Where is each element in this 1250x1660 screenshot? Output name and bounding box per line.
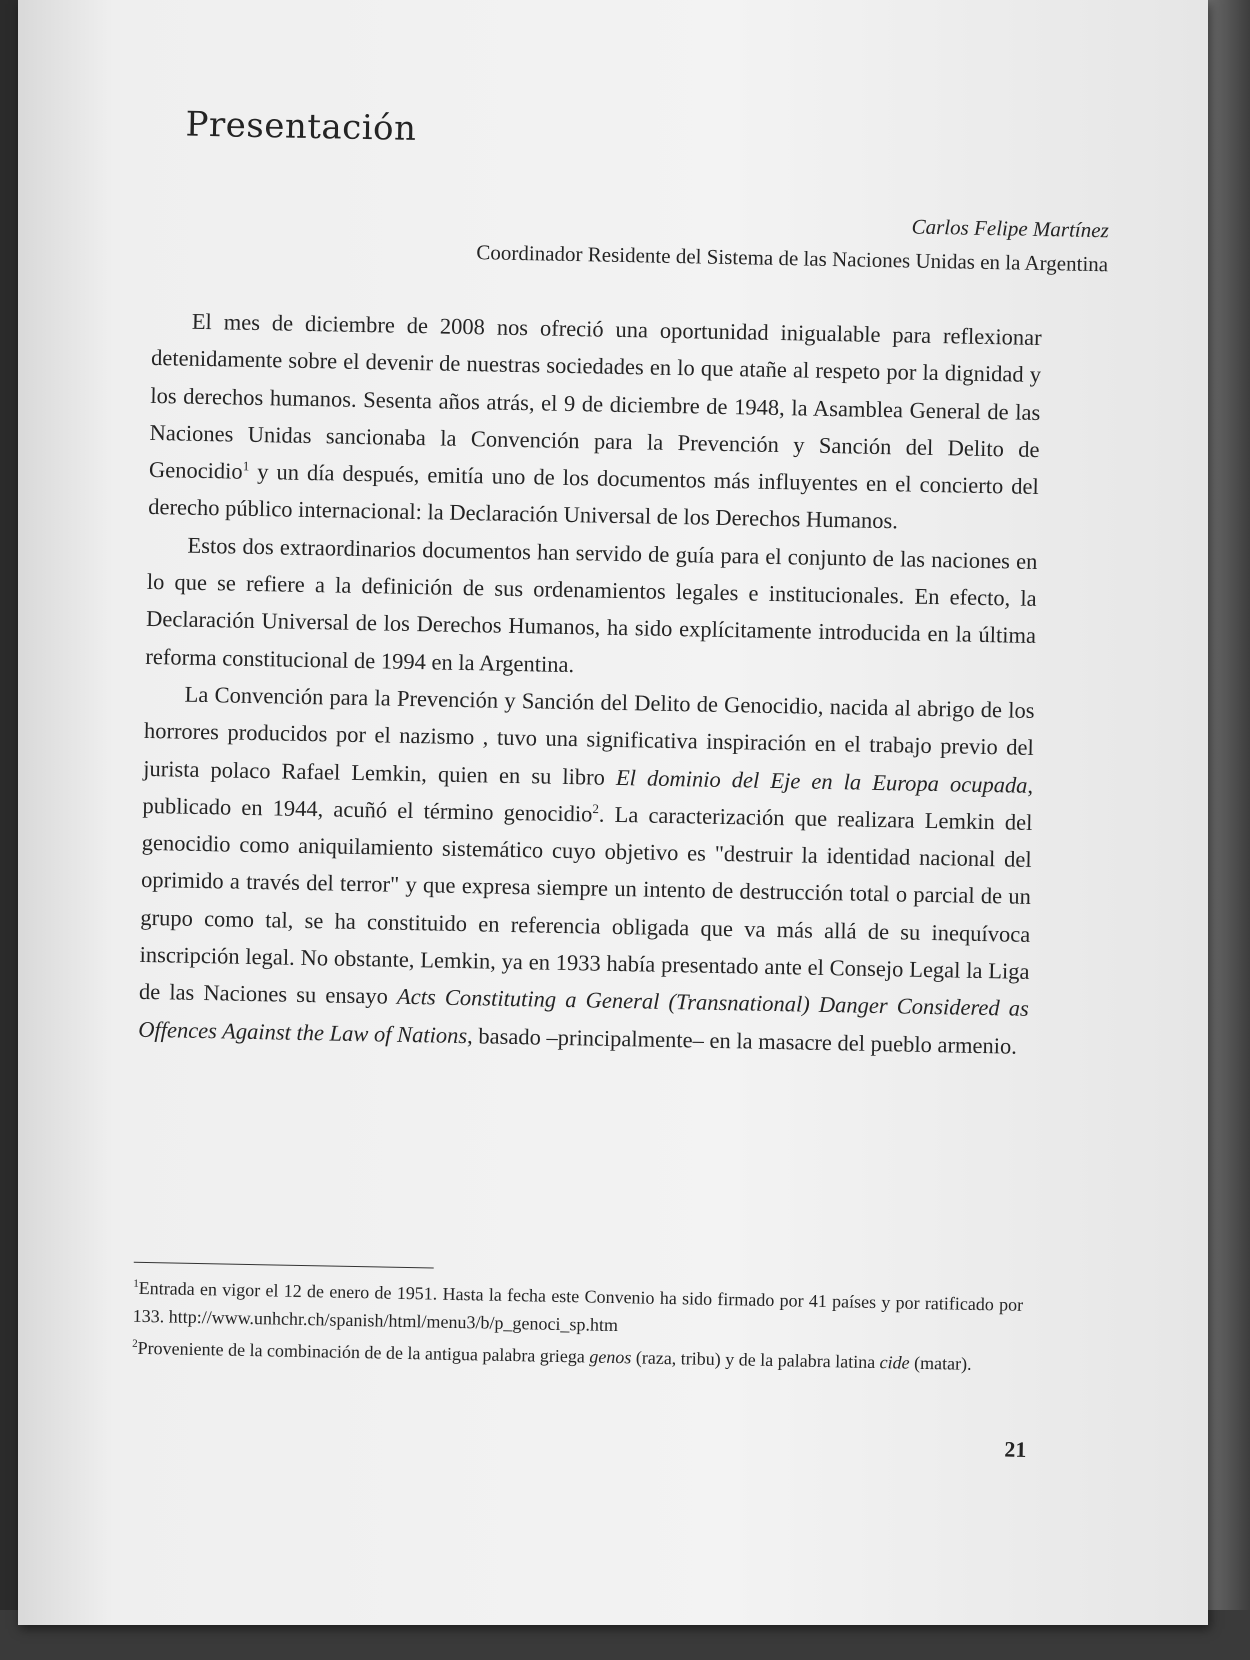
footnote-divider [134,1262,434,1269]
paragraph: La Convención para la Prevención y Sanción del Delito de Genocidio, nacida al abrigo de los horrores producidos por el nazismo , tuvo una significativa inspiración en el trabajo previo del jurista polaco Rafael Lemkin, quien en su libro El dominio del Eje en la Europa ocupada, publicado en 1944, acuñó el término genocidio$^2$. La caracterización que realizara Lemkin del genocidio como aniquilamiento sistemático cuyo objetivo es "destruir la identidad nacional del oprimido a través del terror" y que expresa siempre un intento de destrucción total o parcial de un grupo como tal, se ha constituido en referencia obligada que va más allá de su inequívoca inscripción legal. No obstante, Lemkin, ya en 1933 había presentado ante el Consejo Legal la Liga de las Naciones su ensayo Acts Constituting a General (Transnational) Danger Considered as Offences Against the Law of Nations, basado –principalmente– en la masacre del pueblo armenio. [138,681,1035,1059]
author-role: Coordinador Residente del Sistema de las Naciones Unidas en la Argentina [476,240,1109,277]
footnote: $^2$Proveniente de la combinación de de la antigua palabra griega genos (raza, tribu) y de la palabra latina cide (matar). [132,1337,972,1374]
book-page [18,0,1208,1625]
author-name: Carlos Felipe Martínez [911,214,1109,243]
footnotes [132,1270,1024,1379]
page-content [127,0,1113,1643]
paragraph: Estos dos extraordinarios documentos han servido de guía para el conjunto de las naciones en lo que se refiere a la definición de sus ordenamientos legales e institucionales. En efecto, la Declaración Universal de los Derechos Humanos, ha sido explícitamente introducida en la última reforma constitucional de 1994 en la Argentina. [145,532,1038,677]
footnote-reference[interactable]: 1 [242,458,250,474]
footnote: $^1$Entrada en vigor el 12 de enero de 1951. Hasta la fecha este Convenio ha sido firmado por 41 países y por ratificado por 133. http://www.unhchr.ch/spanish/html/menu3/b/p_genoci_sp.htm [132,1277,1024,1336]
body-text [138,302,1042,1065]
paragraph: El mes de diciembre de 2008 nos ofreció una oportunidad inigualable para reflexionar detenidamente sobre el devenir de nuestras sociedades en lo que atañe al respeto por la dignidad y los derechos humanos. Sesenta años atrás, el 9 de diciembre de 1948, la Asamblea General de las Naciones Unidas sancionaba la Convención para la Prevención y Sanción del Delito de Genocidio$^1$ y un día después, emitía uno de los documentos más influyentes en el concierto del derecho público internacional: la Declaración Universal de los Derechos Humanos. [148,308,1042,534]
footnote-marker: 2 [132,1337,138,1350]
page-title: Presentación [185,104,417,149]
footnote-marker: 1 [133,1277,139,1290]
essay-title: Acts Constituting a General (Transnational) Danger Considered as Offences Against the Law of Nations [138,984,1030,1048]
book-title: El dominio del Eje en la Europa ocupada [615,764,1028,798]
footnote-reference[interactable]: 2 [592,800,600,816]
page-number: 21 [1004,1436,1027,1462]
